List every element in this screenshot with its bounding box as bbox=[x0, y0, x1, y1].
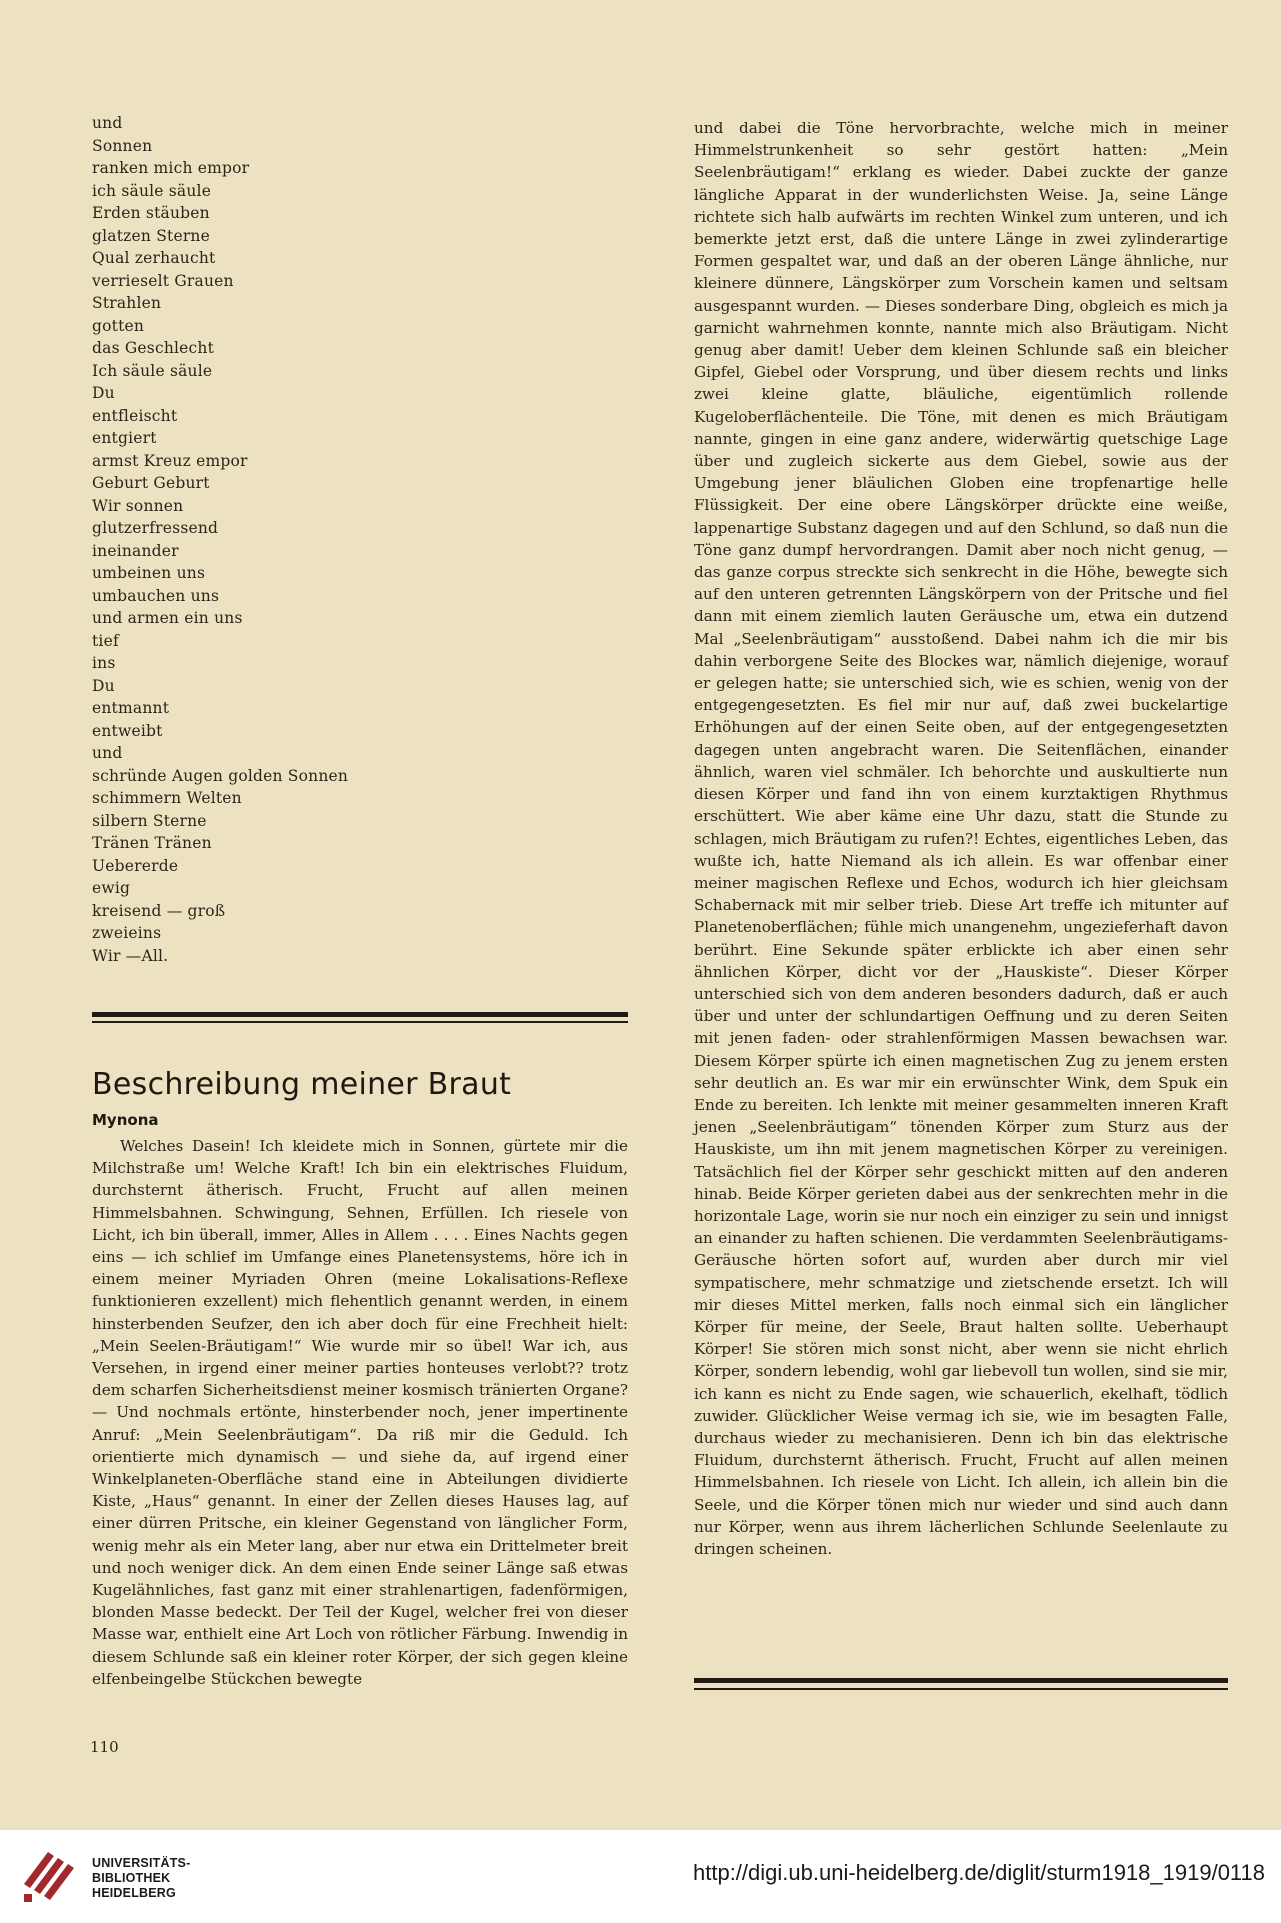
poem-line: silbern Sterne bbox=[92, 811, 207, 830]
poem-line: tief bbox=[92, 631, 119, 650]
poem-line: und bbox=[92, 114, 123, 132]
poem-line: Wir —All. bbox=[92, 946, 169, 965]
article-author: Mynona bbox=[92, 1111, 159, 1129]
poem-line: kreisend — groß bbox=[92, 901, 226, 920]
end-divider-thick bbox=[694, 1678, 1228, 1683]
poem-line: Wir sonnen bbox=[92, 496, 184, 515]
poem-line: Du bbox=[92, 384, 115, 402]
poem-line: ewig bbox=[92, 879, 131, 897]
poem-line: ins bbox=[92, 654, 116, 672]
poem-line: Qual zerhaucht bbox=[92, 249, 216, 267]
left-column-text bbox=[92, 1135, 628, 1690]
page-number: 110 bbox=[90, 1738, 119, 1756]
poem-line: armst Kreuz empor bbox=[92, 451, 248, 470]
poem-line: Uebererde bbox=[92, 856, 179, 875]
poem-line: Sonnen bbox=[92, 136, 153, 155]
article-title: Beschreibung meiner Braut bbox=[92, 1067, 512, 1102]
right-column-text bbox=[694, 117, 1228, 1560]
library-name bbox=[92, 1856, 190, 1901]
poem-line: das Geschlecht bbox=[92, 339, 215, 357]
poem-line: gotten bbox=[92, 316, 145, 335]
poem-line: zweieins bbox=[92, 924, 162, 942]
poem-line: verrieselt Grauen bbox=[92, 271, 234, 290]
library-name-line: UNIVERSITÄTS- bbox=[92, 1856, 191, 1870]
poem-line: entweibt bbox=[92, 721, 163, 740]
poem-line: schimmern Welten bbox=[92, 789, 242, 807]
poem-line: umbeinen uns bbox=[92, 564, 206, 582]
poem-line: glatzen Sterne bbox=[92, 226, 210, 245]
poem-line: und bbox=[92, 744, 123, 762]
poem-line: Geburt Geburt bbox=[92, 474, 210, 492]
library-name-line: HEIDELBERG bbox=[92, 1886, 176, 1900]
poem-line: ineinander bbox=[92, 541, 179, 560]
poem-line: Du bbox=[92, 676, 115, 695]
poem-line: Ich säule säule bbox=[92, 361, 213, 380]
right-paragraph: und dabei die Töne hervorbrachte, welche mich in meiner Himmelstrunkenheit so sehr gestört hatten: „Mein Seelenbräutigam!“ erklang es wieder. Dabei zuckte der ganze längliche Apparat in der wunderlichsten Weise. Ja, seine Länge richtete sich halb aufwärts im rechten Winkel zum unteren, und ich bemerkte jetzt erst, daß die untere Länge in zwei zylinderartige Formen gespaltet war, und daß an der oberen Länge ähnliche, nur kleinere dünnere, Längskörper zum Vorschein kamen und seltsam ausgespannt wurden. — Dieses sonderbare Ding, obgleich es mich ja garnicht wahrnehmen konnte, nannte mich also Bräutigam. Nicht genug aber damit! Ueber dem kleinen Schlunde saß ein bleicher Gipfel, Giebel oder Vorsprung, und über diesem rechts und links zwei kleine glatte, bläuliche, eigentümlich rollende Kugeloberflächenteile. Die Töne, mit denen es mich Bräutigam nannte, gingen in eine ganz andere, widerwärtig quetschige Lage über und zugleich sickerte aus dem Giebel, sowie aus der Umgebung jener bläulichen Globen eine tropfenartige helle Flüssigkeit. Der eine obere Längskörper drückte eine weiße, lappenartige Substanz dagegen und auf den Schlund, so daß nun die Töne ganz dumpf hervordrangen. Damit aber noch nicht genug, — das ganze corpus streckte sich senkrecht in die Höhe, bewegte sich auf den unteren getrennten Längskörpern von der Pritsche und fiel dann mit einem ziemlich lauten Geräusche um, etwa ein dutzend Mal „Seelenbräutigam“ ausstoßend. Dabei nahm ich die mir bis dahin verborgene Seite des Blockes war, nämlich diejenige, worauf er gelegen hatte; sie unterschied sich, wie es schien, wenig von der entgegengesetzten. Es fiel mir nur auf, daß zwei buckelartige Erhöhungen auf der einen Seite oben, auf der entgegengesetzten dagegen unten angebracht waren. Die Seitenflächen, einander ähnlich, waren viel schmäler. Ich behorchte und auskultierte nun diesen Körper und fand ihn von einem kurztaktigen Rhythmus erschüttert. Wie aber käme eine Uhr dazu, statt die Stunde zu schlagen, mich Bräutigam zu rufen?! Echtes, eigentliches Leben, das wußte ich, hatte Niemand als ich allein. Es war offenbar einer meiner magischen Reflexe und Echos, wodurch ich hier gleichsam Schabernack mit mir selber trieb. Diese Art treffe ich mitunter auf Planetenoberflächen; fühle mich unangenehm, ungezieferhaft davon berührt. Eine Sekunde später erblickte ich aber einen sehr ähnlichen Körper, dicht vor der „Hauskiste“. Dieser Körper unterschied sich von dem anderen besonders dadurch, daß er auch über und unter der schlundartigen Oeffnung und zu deren Seiten mit jenen faden- oder strahlenförmigen Massen bewachsen war. Diesem Körper spürte ich einen magnetischen Zug zu jenem ersten sehr deutlich an. Es war mir ein erwünschter Wink, dem Spuk ein Ende zu bereiten. Ich lenkte mit meiner gesammelten inneren Kraft jenen „Seelenbräutigam“ tönenden Körper zum Sturz aus der Hauskiste, um ihn mit jenem magnetischen Körper zu vereinigen. Tatsächlich fiel der Körper sehr geschickt mitten auf den anderen hinab. Beide Körper gerieten dabei aus der senkrechten mehr in die horizontale Lage, worin sie nur noch ein einziger zu sein und innigst an einander zu haften schienen. Die verdammten Seelenbräutigams-Geräusche hörten sofort auf, wurden aber durch mir viel sympatischere, mehr schmatzige und zietschende ersetzt. Ich will mir dieses Mittel merken, falls noch einmal sich ein länglicher Körper für meine, der Seele, Braut halten sollte. Ueberhaupt Körper! Sie stören mich sonst nicht, aber wenn sie nicht ehrlich Körper, sondern lebendig, wohl gar liebevoll tun wollen, sind sie mir, ich kann es nicht zu Ende sagen, wie schauerlich, ekelhaft, tödlich zuwider. Glücklicher Weise vermag ich sie, wie im besagten Falle, durchaus wieder zu mechanisieren. Denn ich bin das elektrische Fluidum, durchsternt ätherisch. Frucht, Frucht auf allen meinen Himmelsbahnen. Ich riesele von Licht. Ich allein, ich allein bin die Seele, und die Körper tönen mich nur wieder und sind auch dann nur Körper, wenn aus ihrem lächerlichen Schlunde Seelenlaute zu dringen scheinen. bbox=[694, 119, 1228, 1558]
library-logo-icon bbox=[20, 1844, 82, 1906]
poem-line: umbauchen uns bbox=[92, 586, 220, 605]
poem bbox=[92, 112, 632, 967]
left-paragraph: Welches Dasein! Ich kleidete mich in Sonnen, gürtete mir die Milchstraße um! Welche Kraft! Ich bin ein elektrisches Fluidum, durchsternt ätherisch. Frucht, Frucht auf allen meinen Himmelsbahnen. Schwingung, Sehnen, Erfüllen. Ich riesele von Licht, ich bin überall, immer, Alles in Allem . . . . Eines Nachts gegen eins — ich schlief im Umfange eines Planetensystems, höre ich in einem meiner Myriaden Ohren (meine Lokalisations-Reflexe funktionieren exzellent) mich flehentlich genannt werden, in einem hinsterbenden Seufzer, den ich aber doch für eine Frechheit hielt: „Mein Seelen-Bräutigam!“ Wie wurde mir so übel! War ich, aus Versehen, in irgend einer meiner parties honteuses verlobt?? trotz dem scharfen Sicherheitsdienst meiner kosmisch tränierten Organe? — Und nochmals ertönte, hinsterbender noch, jener impertinente Anruf: „Mein Seelenbräutigam“. Da riß mir die Geduld. Ich orientierte mich dynamisch — und siehe da, auf irgend einer Winkelplaneten-Oberfläche stand eine in Abteilungen dividierte Kiste, „Haus“ genannt. In einer der Zellen dieses Hauses lag, auf einer dürren Pritsche, ein kleiner Gegenstand von länglicher Form, wenig mehr als ein Meter lang, aber nur etwa ein Drittelmeter breit und noch weniger dick. An dem einen Ende seiner Länge saß etwas Kugelähnliches, fast ganz mit einer strahlenartigen, fadenförmigen, blonden Masse bedeckt. Der Teil der Kugel, welcher frei von dieser Masse war, enthielt eine Art Loch von rötlicher Färbung. Inwendig in diesem Schlunde saß ein kleiner roter Körper, der sich gegen kleine elfenbeingelbe Stückchen bewegte bbox=[92, 1137, 628, 1688]
poem-line: entgiert bbox=[92, 429, 157, 447]
library-name-line: BIBLIOTHEK bbox=[92, 1871, 171, 1885]
section-divider-thin bbox=[92, 1021, 628, 1023]
poem-line: Strahlen bbox=[92, 294, 162, 312]
poem-line: ich säule säule bbox=[92, 181, 212, 200]
poem-line: schründe Augen golden Sonnen bbox=[92, 766, 349, 785]
end-divider-thin bbox=[694, 1688, 1228, 1690]
poem-line: und armen ein uns bbox=[92, 609, 243, 627]
section-divider-thick bbox=[92, 1012, 628, 1017]
poem-line: Tränen Tränen bbox=[92, 834, 212, 852]
footer-bar bbox=[0, 1830, 1281, 1923]
poem-line: glutzerfressend bbox=[92, 519, 219, 537]
permalink-url[interactable]: http://digi.ub.uni-heidelberg.de/diglit/sturm1918_1919/0118 bbox=[693, 1860, 1265, 1885]
poem-line: entfleischt bbox=[92, 406, 178, 425]
poem-line: entmannt bbox=[92, 699, 170, 717]
poem-line: Erden stäuben bbox=[92, 204, 210, 222]
poem-line: ranken mich empor bbox=[92, 159, 250, 177]
